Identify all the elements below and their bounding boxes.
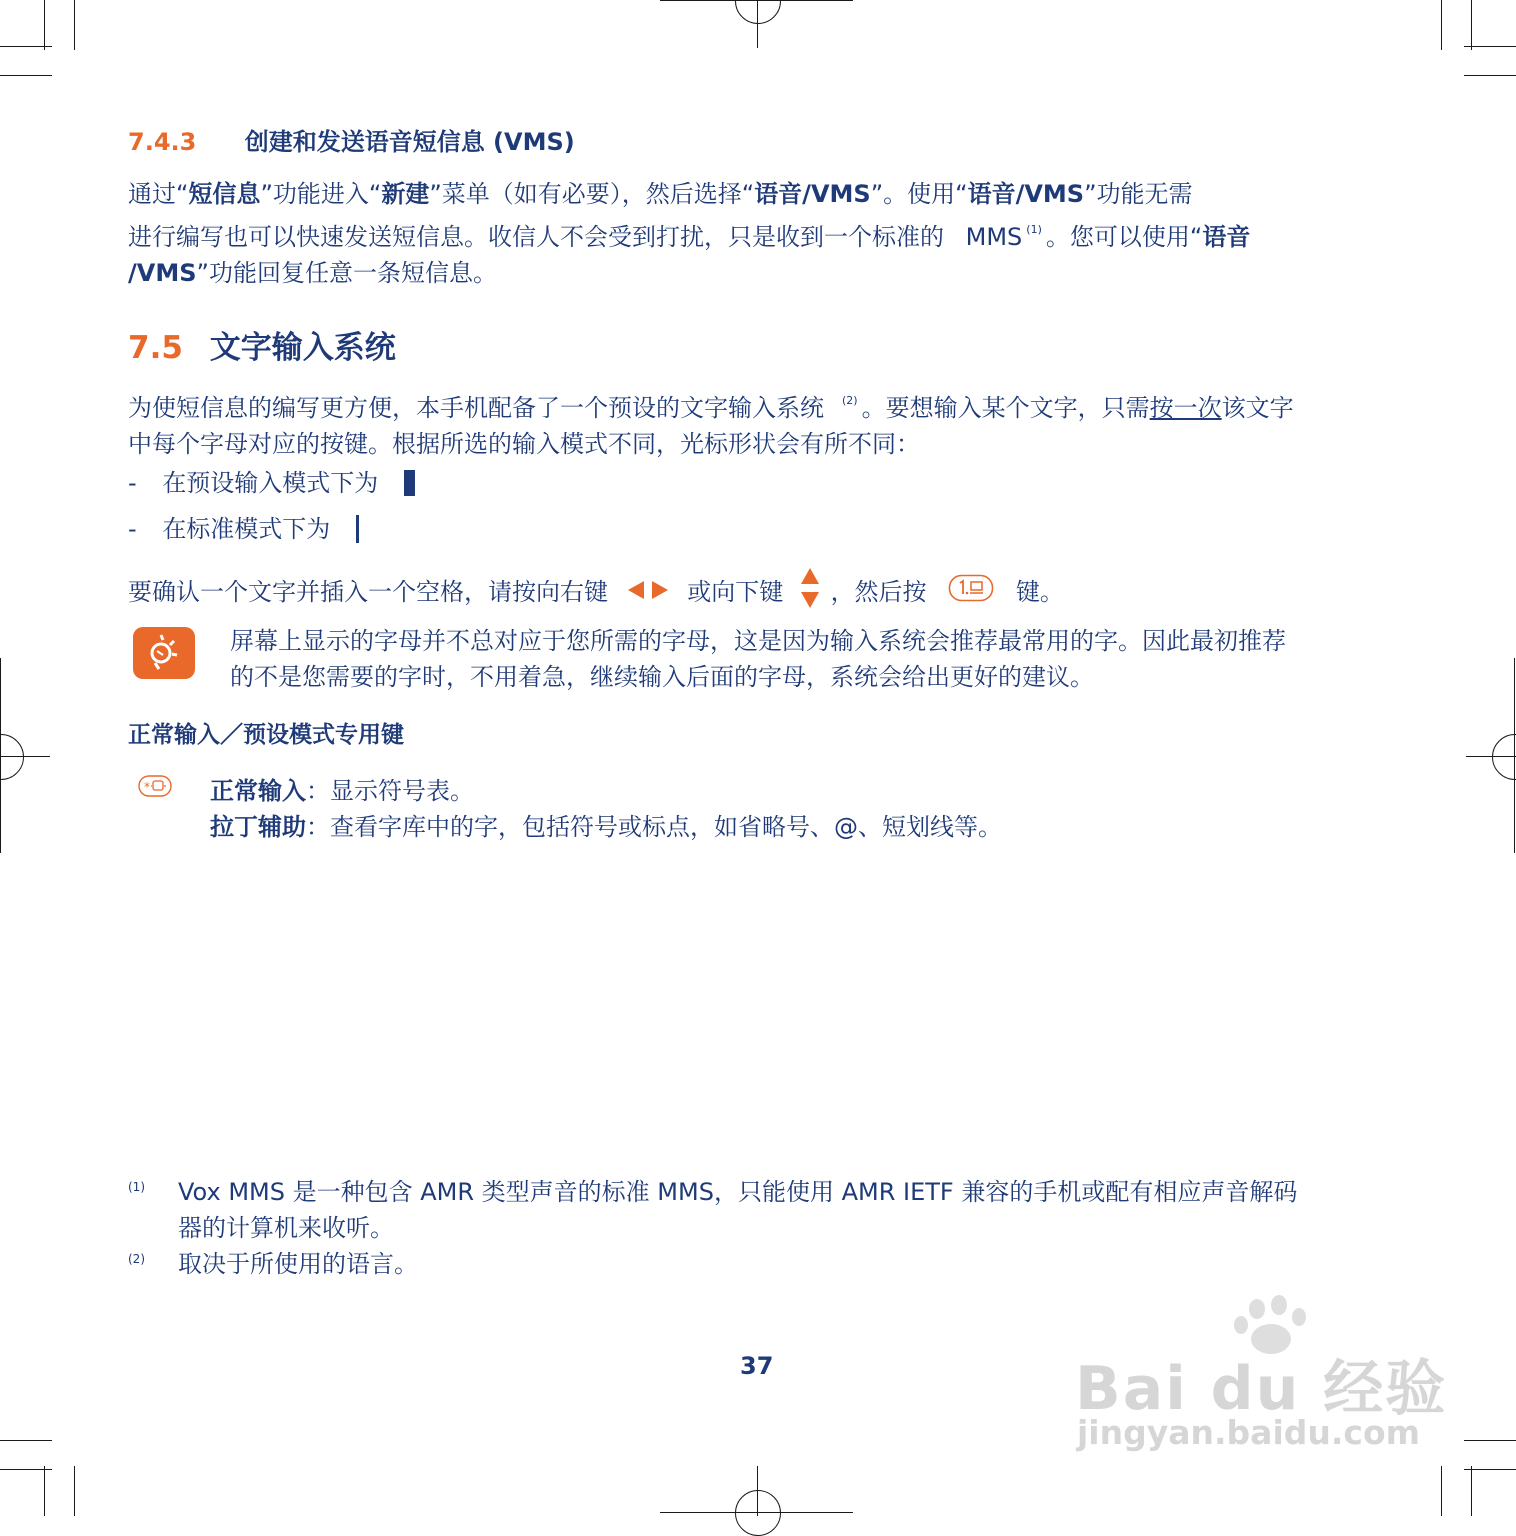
- key-text: ：显示符号表。: [306, 777, 474, 805]
- quote: “: [368, 180, 382, 208]
- text: 通过: [128, 180, 176, 208]
- bold-term: /VMS: [128, 259, 197, 287]
- star-key-row: [210, 809, 1002, 845]
- input-line-1: [128, 383, 1388, 426]
- text: ，然后按: [830, 578, 927, 606]
- bullet-dash: -: [128, 469, 137, 497]
- text: 该文字: [1221, 394, 1294, 422]
- quote: ”: [429, 180, 442, 208]
- bold-term: 语音/VMS: [967, 180, 1085, 208]
- bold-term: 短信息: [188, 180, 261, 208]
- text: 功能进入: [272, 180, 369, 208]
- tip-line: 的不是您需要的字时，不用着急，继续输入后面的字母，系统会给出更好的建议。: [230, 663, 1094, 691]
- footnote-text: 器的计算机来收听。: [178, 1214, 394, 1242]
- svg-text:*: *: [144, 780, 150, 794]
- text: 要确认一个文字并插入一个空格，请按向右键: [128, 578, 608, 606]
- footnote-text: 取决于所使用的语言。: [178, 1250, 418, 1278]
- text: 功能回复任意一条短信息。: [208, 259, 497, 287]
- footnote-ref: (1): [1026, 223, 1042, 236]
- section-heading-75: [128, 322, 396, 367]
- footnote-mark: (1): [128, 1180, 145, 1194]
- bullet-item: [128, 465, 415, 501]
- footnote-ref: (2): [842, 394, 858, 407]
- star-key-icon: [138, 775, 172, 801]
- section-heading-743: [128, 122, 575, 157]
- section-number: 7.4.3: [128, 128, 197, 156]
- text: 或向下键: [687, 578, 784, 606]
- star-key-description: [210, 773, 1002, 845]
- quote: ”: [260, 180, 273, 208]
- text: 使用: [907, 180, 956, 208]
- section-title: 文字输入系统: [209, 330, 396, 366]
- bullet-text: 在预设输入模式下为: [162, 469, 379, 497]
- section-number: 7.5: [128, 330, 183, 366]
- key-label: 拉丁辅助: [210, 813, 306, 841]
- tip-line: 屏幕上显示的字母并不总对应于您所需的字母，这是因为输入系统会推荐最常用的字。因此最初推荐: [230, 627, 1286, 655]
- quote: “: [955, 180, 968, 208]
- vms-line-2: [128, 212, 1388, 255]
- tip-text: [230, 623, 1286, 695]
- text: 中每个字母对应的按键。根据所选的输入模式不同，光标形状会有所不同：: [128, 430, 920, 458]
- line-cursor-icon: [356, 515, 359, 543]
- quote: “: [176, 180, 189, 208]
- subheading: 正常输入／预设模式专用键: [128, 722, 404, 748]
- bold-term: 语音/VMS: [754, 180, 871, 208]
- text: 键。: [1015, 578, 1064, 606]
- footnote-mark: (2): [128, 1252, 145, 1266]
- underlined-term: 按一次: [1149, 394, 1222, 422]
- star-key-row: [210, 773, 1002, 809]
- input-paragraph: [128, 383, 1388, 462]
- bold-term: 新建: [381, 180, 430, 208]
- bullet-dash: -: [128, 515, 137, 543]
- vms-paragraph: [128, 176, 1388, 291]
- text: 为使短信息的编写更方便，本手机配备了一个预设的文字输入系统: [128, 394, 824, 422]
- baidu-watermark: [1075, 1295, 1448, 1455]
- bullet-text: 在标准模式下为: [162, 515, 331, 543]
- block-cursor-icon: [404, 470, 415, 496]
- watermark-brand: Bai du 经验: [1075, 1354, 1448, 1424]
- text: 菜单（如有必要），然后选择: [441, 180, 742, 208]
- confirm-line: [128, 566, 1064, 620]
- footnote-text: Vox MMS 是一种包含 AMR 类型声音的标准 MMS，只能使用 AMR IETF 兼容的手机或配有相应声音解码: [178, 1178, 1298, 1206]
- up-down-arrows-icon: [799, 566, 821, 620]
- text: 。要想输入某个文字，只需: [861, 394, 1150, 422]
- text: 功能无需: [1096, 180, 1193, 208]
- key-text: ：查看字库中的字，包括符号或标点，如省略号、@、短划线等。: [306, 813, 1002, 841]
- key-1-icon: [948, 574, 994, 612]
- footnote-1: [128, 1174, 1297, 1246]
- text: 进行编写也可以快速发送短信息。收信人不会受到打扰，只是收到一个标准的: [128, 223, 944, 251]
- quote: “: [1189, 223, 1203, 251]
- text: 。您可以使用: [1045, 223, 1190, 251]
- vms-line-3: [128, 255, 1388, 291]
- mms-term: MMS: [965, 223, 1023, 251]
- quote: ”: [1084, 180, 1097, 208]
- bullet-item: [128, 511, 359, 547]
- vms-line-1: [128, 176, 1388, 212]
- watermark-url: jingyan.baidu.com: [1077, 1413, 1421, 1452]
- page-number: 37: [740, 1352, 774, 1380]
- tip-icon: [133, 627, 195, 683]
- quote: ”。: [870, 180, 908, 208]
- left-right-arrows-icon: [626, 575, 670, 611]
- bold-term: 语音: [1202, 223, 1251, 251]
- input-line-2: [128, 426, 1388, 462]
- quote: “: [741, 180, 755, 208]
- section-title: 创建和发送语音短信息 (VMS): [244, 128, 575, 156]
- key-label: 正常输入: [210, 777, 306, 805]
- quote: ”: [196, 259, 209, 287]
- footnote-2: [128, 1246, 418, 1282]
